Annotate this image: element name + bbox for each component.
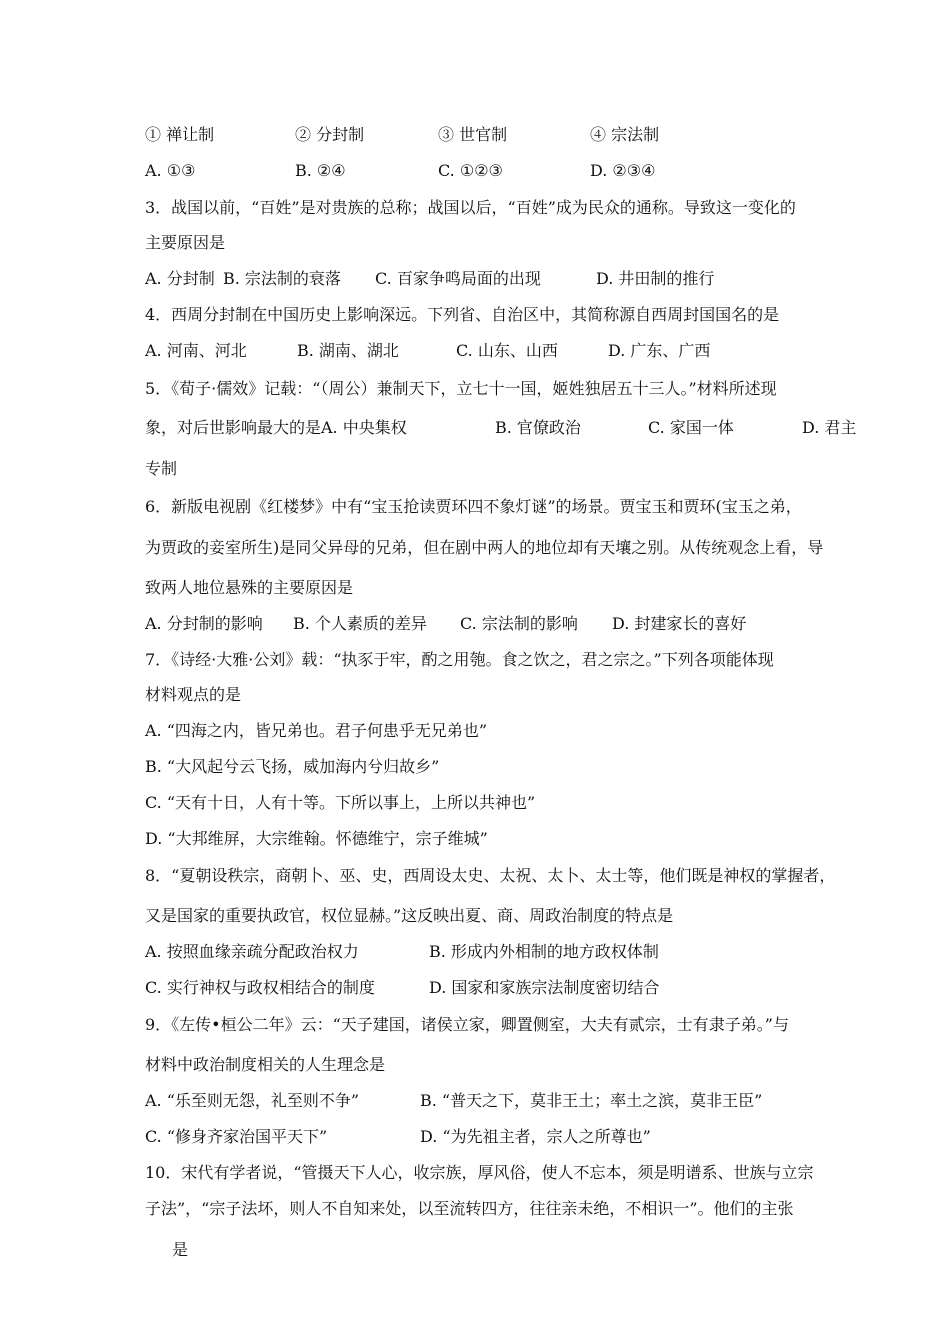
q6-option-b: B. 个人素质的差异 xyxy=(293,614,427,633)
q3-option-b: B. 宗法制的衰落 xyxy=(223,269,341,288)
q6-stem-line-1: 6．新版电视剧《红楼梦》中有“宝玉抢读贾环四不象灯谜”的场景。贾宝玉和贾环(宝玉之弟， xyxy=(145,497,802,516)
q7-stem-line-1: 7．《诗经·大雅·公刘》载：“执豕于牢，酌之用匏。食之饮之，君之宗之。”下列各项能体现 xyxy=(145,650,774,669)
q9-option-d: D. “为先祖主者，宗人之所尊也” xyxy=(420,1127,651,1146)
q3-option-a: A. 分封制 xyxy=(145,269,215,288)
q2-item-4: ④ 宗法制 xyxy=(590,125,660,144)
q2-option-d: D. ②③④ xyxy=(590,161,656,180)
q5-option-b: B. 官僚政治 xyxy=(495,418,581,437)
q2-item-1: ① 禅让制 xyxy=(145,125,215,144)
q4-option-c: C. 山东、山西 xyxy=(456,341,558,360)
q4-option-b: B. 湖南、湖北 xyxy=(297,341,399,360)
q10-stem-line-1: 10．宋代有学者说，“管摄天下人心，收宗族，厚风俗，使人不忘本，须是明谱系、世族与立宗 xyxy=(145,1163,814,1182)
q9-stem-line-1: 9．《左传•桓公二年》云：“天子建国，诸侯立家，卿置侧室，大夫有贰宗，士有隶子弟。”与 xyxy=(145,1015,789,1034)
q5-option-d-continued: 专制 xyxy=(145,459,178,478)
q6-stem-line-3: 致两人地位悬殊的主要原因是 xyxy=(145,578,354,597)
q9-option-a: A. “乐至则无怨，礼至则不争” xyxy=(145,1091,360,1110)
q3-stem-line-2: 主要原因是 xyxy=(145,233,226,252)
q2-option-c: C. ①②③ xyxy=(438,161,503,180)
q7-stem-line-2: 材料观点的是 xyxy=(145,685,242,704)
q2-option-b: B. ②④ xyxy=(295,161,346,180)
q8-option-b: B. 形成内外相制的地方政权体制 xyxy=(429,942,659,961)
q5-option-c: C. 家国一体 xyxy=(648,418,734,437)
q5-stem-line-2: 象，对后世影响最大的是A. 中央集权 xyxy=(145,418,407,437)
q3-option-c: C. 百家争鸣局面的出现 xyxy=(375,269,541,288)
q9-stem-line-2: 材料中政治制度相关的人生理念是 xyxy=(145,1055,386,1074)
q6-stem-line-2: 为贾政的妾室所生)是同父异母的兄弟，但在剧中两人的地位却有天壤之别。从传统观念上看，导 xyxy=(145,538,824,557)
q2-item-3: ③ 世官制 xyxy=(438,125,508,144)
q8-option-c: C. 实行神权与政权相结合的制度 xyxy=(145,978,375,997)
q6-option-a: A. 分封制的影响 xyxy=(145,614,263,633)
q9-option-c: C. “修身齐家治国平天下” xyxy=(145,1127,328,1146)
q7-option-b: B. “大风起兮云飞扬，威加海内兮归故乡” xyxy=(145,757,440,776)
q6-option-c: C. 宗法制的影响 xyxy=(460,614,578,633)
q9-option-b: B. “普天之下，莫非王土；率土之滨，莫非王臣” xyxy=(420,1091,763,1110)
q8-stem-line-2: 又是国家的重要执政官，权位显赫。”这反映出夏、商、周政治制度的特点是 xyxy=(145,906,674,925)
q4-option-a: A. 河南、河北 xyxy=(145,341,247,360)
q2-option-a: A. ①③ xyxy=(145,161,196,180)
q4-option-d: D. 广东、广西 xyxy=(608,341,711,360)
q7-option-d: D. “大邦维屏，大宗维翰。怀德维宁，宗子维城” xyxy=(145,829,488,848)
q10-stem-line-3: 是 xyxy=(172,1240,189,1259)
q8-option-d: D. 国家和家族宗法制度密切结合 xyxy=(429,978,660,997)
q4-stem: 4．西周分封制在中国历史上影响深远。下列省、自治区中，其简称源自西周封国国名的是 xyxy=(145,305,780,324)
q7-option-a: A. “四海之内，皆兄弟也。君子何患乎无兄弟也” xyxy=(145,721,488,740)
q3-stem-line-1: 3．战国以前，“百姓”是对贵族的总称；战国以后，“百姓”成为民众的通称。导致这一变化的 xyxy=(145,198,796,217)
q2-item-2: ② 分封制 xyxy=(295,125,365,144)
q5-stem-line-1: 5．《荀子·儒效》记载：“（周公）兼制天下，立七十一国，姬姓独居五十三人。”材料所述现 xyxy=(145,379,777,398)
q5-option-d: D. 君主 xyxy=(802,418,857,437)
q7-option-c: C. “天有十日，人有十等。下所以事上，上所以共神也” xyxy=(145,793,536,812)
q10-stem-line-2: 子法”，“宗子法坏，则人不自知来处，以至流转四方，往往亲未绝，不相识一”。他们的主张 xyxy=(145,1199,794,1218)
q8-option-a: A. 按照血缘亲疏分配政治权力 xyxy=(145,942,359,961)
q6-option-d: D. 封建家长的喜好 xyxy=(612,614,747,633)
q3-option-d: D. 井田制的推行 xyxy=(596,269,715,288)
q8-stem-line-1: 8．“夏朝设秩宗，商朝卜、巫、史，西周设太史、太祝、太卜、太士等，他们既是神权的掌握者， xyxy=(145,866,836,885)
